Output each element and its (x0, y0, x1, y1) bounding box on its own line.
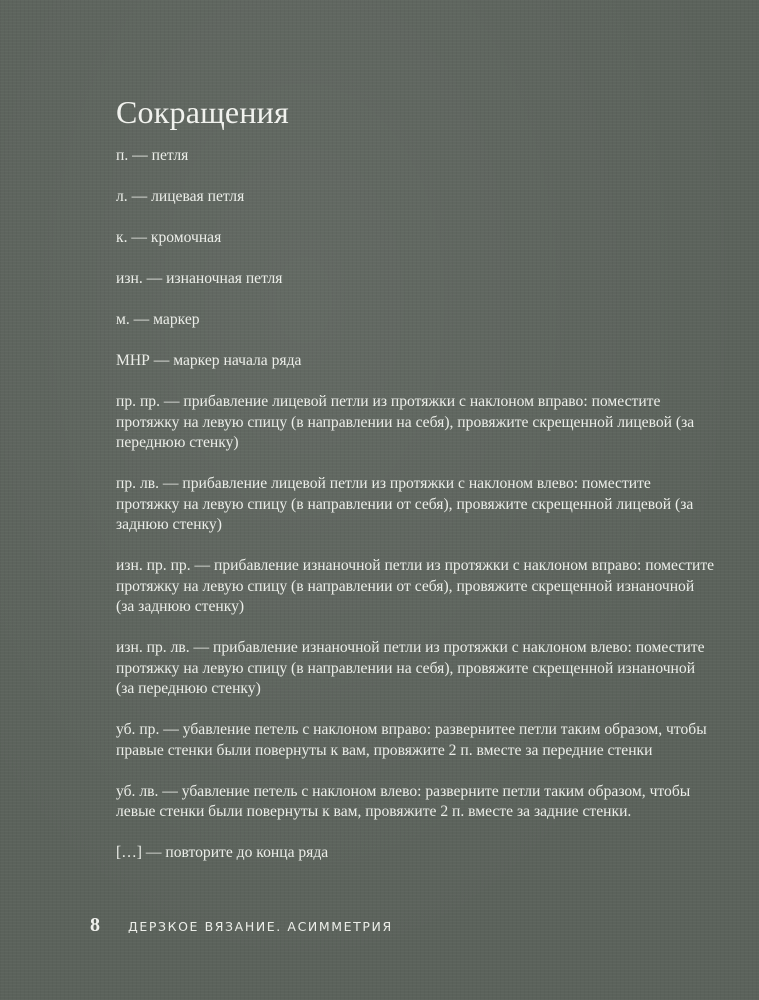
abbreviation-entry: уб. пр. — убавление петель с наклоном вправо: развернитее петли таким образом, чтобы правые стенки были повернуты к вам, провяжите 2 п. вместе за передние стенки (116, 721, 707, 759)
abbreviations-section (116, 90, 716, 884)
abbreviation-entry: пр. пр. — прибавление лицевой петли из протяжки с наклоном вправо: поместите протяжку на левую спицу (в направлении на себя), провяжите скрещенной лицевой (за переднюю стенку) (116, 393, 695, 451)
abbreviation-entry: изн. пр. пр. — прибавление изнаночной петли из протяжки с наклоном вправо: поместите протяжку на левую спицу (в направлении от себя), провяжите скрещенной изнаночной (за заднюю стенку) (116, 557, 715, 615)
section-title: Сокращения (116, 94, 289, 130)
abbreviation-entry: л. — лицевая петля (116, 188, 245, 205)
abbreviation-entry: пр. лв. — прибавление лицевой петли из протяжки с наклоном влево: поместите протяжку на левую спицу (в направлении от себя), провяжите скрещенной лицевой (за заднюю стенку) (116, 475, 694, 533)
abbreviation-entry: уб. лв. — убавление петель с наклоном влево: разверните петли таким образом, чтобы левые стенки были повернуты к вам, провяжите 2 п. вместе за задние стенки. (116, 782, 691, 820)
running-title: ДЕРЗКОЕ ВЯЗАНИЕ. АСИММЕТРИЯ (128, 919, 393, 934)
abbreviation-entry: МНР — маркер начала ряда (116, 352, 302, 369)
abbreviation-entry: […] — повторите до конца ряда (116, 844, 329, 861)
abbreviation-entry: м. — маркер (116, 311, 200, 328)
abbreviation-entry: п. — петля (116, 147, 189, 164)
page-footer (90, 914, 393, 937)
abbreviation-entry: к. — кромочная (116, 229, 222, 246)
abbreviation-entry: изн. пр. лв. — прибавление изнаночной петли из протяжки с наклоном влево: поместите протяжку на левую спицу (в направлении на себя), провяжите скрещенной изнаночной (за переднюю стенку) (116, 639, 705, 697)
abbreviation-entry: изн. — изнаночная петля (116, 270, 283, 287)
abbreviations-list (116, 146, 716, 864)
page-number: 8 (90, 914, 100, 936)
